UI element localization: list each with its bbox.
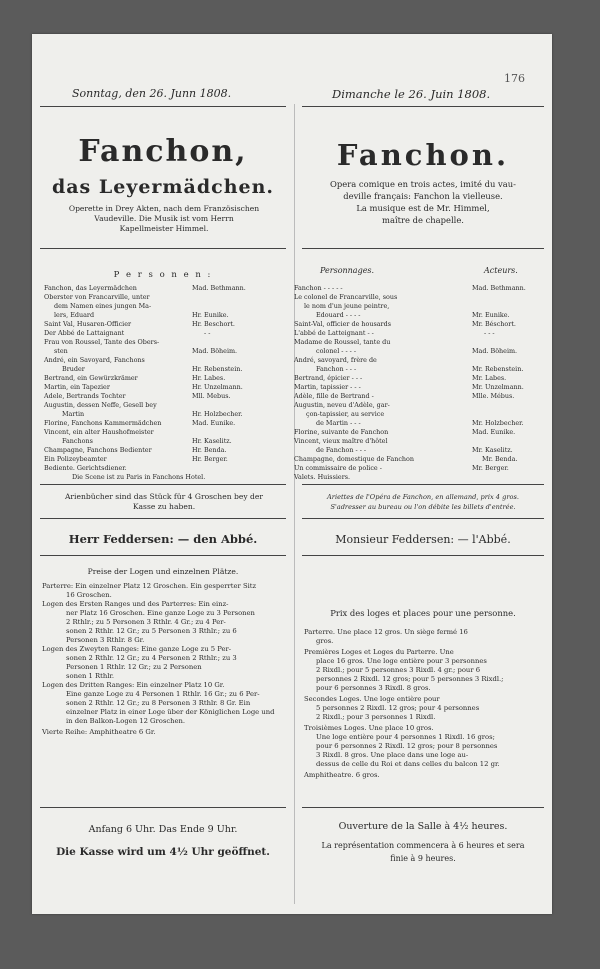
fr-cast-role: Madame de Roussel, tante du	[294, 338, 391, 346]
fr-cast-actor: Mad. Bethmann.	[472, 284, 526, 292]
de-desc-line: Operette in Drey Akten, nach dem Französischen	[68, 204, 260, 213]
de-cast-role: Bertrand, ein Gewürzkrämer	[44, 374, 138, 382]
fr-desc-line: deville français: Fanchon la vielleuse.	[343, 191, 503, 201]
de-price-line: 16 Groschen.	[66, 591, 112, 599]
fr-price-line: personnes 2 Rixdl. 12 gros; pour 5 personnes 3 Rixdl.;	[316, 675, 504, 683]
de-price-line: sonen 1 Rthlr.	[66, 672, 115, 680]
de-cast-actor: Hr. Unzelmann.	[192, 383, 243, 391]
de-subtitle: das Leyermädchen.	[51, 176, 275, 198]
fr-cast-actor: Mlle. Mébus.	[472, 392, 515, 400]
fr-price-list	[304, 628, 550, 788]
fr-price-line: pour 6 personnes 2 Rixdl. 12 gros; pour 8 personnes	[316, 742, 498, 750]
fr-books-line: Ariettes de l'Opéra de Fanchon, en allemand, prix 4 gros.	[327, 493, 519, 501]
fr-cast-role: Saint-Val, officier de housards	[294, 320, 391, 328]
fr-date: Dimanche le 26. Juin 1808.	[332, 87, 491, 101]
fr-performance-line: La représentation commencera à 6 heures et sera	[321, 841, 525, 850]
fr-cast-actor: Mr. Béschort.	[472, 320, 516, 328]
de-price-line: Vierte Reihe: Amphitheatre 6 Gr.	[42, 728, 156, 736]
de-books-line: Kasse zu haben.	[132, 502, 196, 511]
fr-cast-role: Florine, suivante de Fanchon	[294, 428, 389, 436]
fr-cast-role: Fanchon - - -	[316, 365, 357, 373]
de-cast-actor: Mad. Bethmann.	[192, 284, 246, 292]
fr-guest: Monsieur Feddersen: — l'Abbé.	[335, 533, 511, 546]
de-scene-note: Die Scene ist zu Paris in Fanchons Hotel.	[72, 473, 206, 481]
fr-cast-role: Le colonel de Francarville, sous	[294, 293, 398, 301]
fr-price-line: Troisièmes Loges. Une place 10 gros.	[304, 724, 434, 732]
de-desc-line: Vaudeville. Die Musik ist vom Herrn	[94, 214, 234, 223]
fr-cast-role: Champagne, domestique de Fanchon	[294, 455, 415, 463]
de-cast-role: Saint Val, Husaren-Officier	[44, 320, 132, 328]
de-price-line: Logen des Ersten Ranges und des Parterres: Ein einz-	[42, 600, 229, 608]
de-price-line: sonen 2 Rthlr. 12 Gr.; zu 4 Personen 2 Rthlr.; zu 3	[66, 654, 237, 662]
fr-cast-role: colonel - - - -	[316, 347, 357, 355]
de-cast-role: Ein Polizeybeamter	[44, 455, 107, 463]
de-cast-role: lers, Eduard	[54, 311, 95, 319]
de-cast-role: Bruder	[62, 365, 85, 373]
de-price-line: Logen des Dritten Ranges: Ein einzelner Platz 10 Gr.	[42, 681, 225, 689]
fr-cast-role: Bertrand, épicier - - -	[294, 374, 363, 382]
de-rule-1	[40, 106, 286, 107]
de-cast-role: André, ein Savoyard, Fanchons	[44, 356, 145, 364]
fr-cast-role: Martin, tapissier - - -	[294, 383, 361, 391]
de-cast-role: Oberster von Francarville, unter	[44, 293, 150, 301]
fr-cast-actor: Mr. Holzbecher.	[472, 419, 524, 427]
de-price-line: ner Platz 16 Groschen. Eine ganze Loge zu 3 Personen	[66, 609, 255, 617]
de-cast-actor: Mll. Mebus.	[192, 392, 231, 400]
de-books-line: Arienbücher sind das Stück für 4 Groschen bey der	[64, 492, 264, 501]
german-column	[32, 34, 294, 914]
fr-cast-actor: Mr. Rebenstein.	[472, 365, 524, 373]
de-cast-actor: - -	[204, 329, 211, 337]
fr-prices-heading: Prix des loges et places pour une personne.	[330, 608, 516, 618]
fr-price-line: 3 Rixdl. 8 gros. Une place dans une loge au-	[316, 751, 469, 759]
de-price-line: in den Balkon-Logen 12 Groschen.	[66, 717, 186, 725]
fr-price-line: Parterre. Une place 12 gros. Un siège fermé 16	[304, 628, 468, 636]
de-guest: Herr Feddersen: — den Abbé.	[68, 532, 258, 546]
de-cast-actor: Hr. Benda.	[192, 446, 227, 454]
de-cast-actor: Mad. Eunike.	[192, 419, 236, 427]
fr-cast-role: L'abbé de Latteignant - -	[294, 329, 374, 337]
fr-cast-actor: Mr. Labes.	[472, 374, 507, 382]
fr-price-line: dessus de celle du Roi et dans celles du balcon 12 gr.	[316, 760, 500, 768]
de-price-line: Personen 3 Rthlr. 8 Gr.	[66, 636, 145, 644]
fr-cast-role: Valets. Huissiers.	[294, 473, 351, 481]
fr-cast-role: André, savoyard, frère de	[294, 356, 377, 364]
de-date: Sonntag, den 26. Junn 1808.	[72, 87, 232, 100]
fr-price-line: 2 Rixdl.; pour 3 personnes 1 Rixdl.	[316, 713, 436, 721]
de-cast-role: sten	[54, 347, 68, 355]
fr-cast-role: Un commissaire de police -	[294, 464, 382, 472]
de-cast-actor: Hr. Beschort.	[192, 320, 235, 328]
page-number: 176	[504, 72, 525, 85]
de-cast-actor: Hr. Eunike.	[192, 311, 229, 319]
fr-price-line: Amphitheatre. 6 gros.	[304, 771, 380, 779]
fr-desc-line: La musique est de Mr. Himmel,	[356, 203, 490, 213]
de-price-line: sonen 2 Rthlr. 12 Gr.; zu 8 Personen 3 Rthlr. 8 Gr. Ein	[66, 699, 251, 707]
fr-price-line: pour 6 personnes 3 Rixdl. 8 gros.	[316, 684, 431, 692]
de-price-line: einzelner Platz in einer Loge über der Königlichen Loge und	[66, 708, 275, 716]
de-cast-role: dem Namen eines jungen Ma-	[54, 302, 152, 310]
de-title: Fanchon,	[78, 134, 248, 169]
fr-description	[298, 178, 548, 226]
de-cast-actor: Hr. Rebenstein.	[192, 365, 243, 373]
french-column	[294, 34, 552, 914]
fr-rule-1	[302, 106, 544, 107]
de-rule-5	[40, 555, 286, 556]
de-cast-role: Florine, Fanchons Kammermädchen	[44, 419, 162, 427]
fr-cast-actor: Mad. Eunike.	[472, 428, 516, 436]
fr-cast-role: Augustin, neveu d'Adèle, gar-	[294, 401, 390, 409]
de-rule-6	[40, 807, 286, 808]
de-cast-role: Fanchons	[62, 437, 93, 445]
fr-cast-actor: Mad. Böheim.	[472, 347, 518, 355]
fr-rule-3	[302, 484, 544, 485]
fr-cast-role: Vincent, vieux maître d'hôtel	[294, 437, 388, 445]
playbill-sheet	[32, 34, 552, 914]
de-cast-role: Martin, ein Tapezier	[44, 383, 110, 391]
de-description	[42, 204, 286, 234]
de-price-line: Eine ganze Loge zu 4 Personen 1 Rthlr. 16 Gr.; zu 6 Per-	[66, 690, 260, 698]
de-price-line: 2 Rthlr.; zu 5 Personen 3 Rthlr. 4 Gr.; zu 4 Per-	[66, 618, 226, 626]
fr-opening: Ouverture de la Salle à 4½ heures.	[338, 821, 508, 832]
fr-performance-line: finie à 9 heures.	[390, 854, 456, 863]
fr-cast-role: Edouard - - - -	[316, 311, 361, 319]
de-cast-role: Champagne, Fanchons Bedienter	[44, 446, 152, 454]
fr-cast-actor: Mr. Unzelmann.	[472, 383, 524, 391]
de-rule-2	[40, 248, 286, 249]
de-cast-role: Der Abbé de Lattaignant	[44, 329, 125, 337]
de-rule-4	[40, 518, 286, 519]
de-price-line: Parterre: Ein einzelner Platz 12 Groschen. Ein gesperrter Sitz	[42, 582, 257, 590]
de-cast-actor: Hr. Holzbecher.	[192, 410, 243, 418]
de-cast-role: Vincent, ein alter Haushofmeister	[44, 428, 154, 436]
fr-cast-role: le nom d'un jeune peintre,	[304, 302, 390, 310]
de-desc-line: Kapellmeister Himmel.	[119, 224, 209, 233]
fr-desc-line: maître de chapelle.	[382, 215, 464, 225]
fr-cast-actor: Mr. Kaselitz.	[472, 446, 513, 454]
fr-price-line: 2 Rixdl.; pour 5 personnes 3 Rixdl. 4 gr.; pour 6	[316, 666, 481, 674]
de-start-end: Anfang 6 Uhr. Das Ende 9 Uhr.	[88, 824, 238, 835]
fr-cast-actor: Mr. Berger.	[472, 464, 509, 472]
fr-cast-role: Fanchon - - - - -	[294, 284, 343, 292]
fr-rule-4	[302, 518, 544, 519]
de-cast-actor: Hr. Kaselitz.	[192, 437, 232, 445]
fr-cast-list	[294, 284, 552, 484]
fr-cast-actor: Mr. Eunike.	[472, 311, 510, 319]
de-cast-role: Bediente. Gerichtsdiener.	[44, 464, 127, 472]
de-cast-role: Adele, Bertrands Tochter	[44, 392, 126, 400]
de-cast-actor: Hr. Labes.	[192, 374, 226, 382]
fr-price-line: 5 personnes 2 Rixdl. 12 gros; pour 4 personnes	[316, 704, 480, 712]
de-cast-heading: P e r s o n e n :	[113, 270, 213, 280]
fr-cast-role: çon-tapissier, au service	[306, 410, 385, 418]
fr-cast-actor: Mr. Benda.	[482, 455, 518, 463]
de-price-line: Personen 1 Rthlr. 12 Gr.; zu 2 Personen	[66, 663, 202, 671]
de-price-line: sonen 2 Rthlr. 12 Gr.; zu 5 Personen 3 Rthlr.; zu 6	[66, 627, 237, 635]
fr-col-actors: Acteurs.	[484, 266, 518, 275]
fr-price-line: place 16 gros. Une loge entière pour 3 personnes	[316, 657, 487, 665]
fr-rule-5	[302, 555, 544, 556]
fr-price-line: Secondes Loges. Une loge entière pour	[304, 695, 440, 703]
fr-performance	[294, 839, 552, 865]
de-cast-actor: Hr. Berger.	[192, 455, 228, 463]
fr-rule-2	[302, 248, 544, 249]
fr-cast-actor: - - -	[484, 329, 495, 337]
de-books-note	[42, 492, 286, 512]
fr-price-line: Premières Loges et Loges du Parterre. Une	[304, 648, 454, 656]
fr-cast-role: de Martin - - -	[316, 419, 361, 427]
fr-rule-6	[302, 807, 544, 808]
fr-cast-role: de Fanchon - - -	[316, 446, 367, 454]
de-cash-opening: Die Kasse wird um 4½ Uhr geöffnet.	[56, 846, 270, 858]
de-cast-role: Frau von Roussel, Tante des Obers-	[44, 338, 160, 346]
de-prices-heading: Preise der Logen und einzelnen Plätze.	[87, 567, 239, 576]
de-cast-role: Martin	[62, 410, 85, 418]
fr-desc-line: Opera comique en trois actes, imité du vau-	[330, 179, 516, 189]
fr-col-roles: Personnages.	[320, 266, 375, 275]
fr-books-line: S'adresser au bureau ou l'on débite les billets d'entrée.	[330, 503, 516, 511]
de-cast-role: Fanchon, das Leyermädchen	[44, 284, 137, 292]
fr-price-line: Une loge entière pour 4 personnes 1 Rixdl. 16 gros;	[316, 733, 495, 741]
fr-price-line: gros.	[316, 637, 334, 645]
de-cast-actor: Mad. Böheim.	[192, 347, 238, 355]
de-price-line: Logen des Zweyten Ranges: Eine ganze Loge zu 5 Per-	[42, 645, 232, 653]
de-price-list	[42, 582, 290, 742]
fr-books-note	[296, 492, 550, 512]
fr-title: Fanchon.	[336, 138, 510, 172]
de-cast-role: Augustin, dessen Neffe, Gesell bey	[44, 401, 157, 409]
fr-cast-role: Adèle, fille de Bertrand -	[294, 392, 374, 400]
de-rule-3	[40, 484, 286, 485]
